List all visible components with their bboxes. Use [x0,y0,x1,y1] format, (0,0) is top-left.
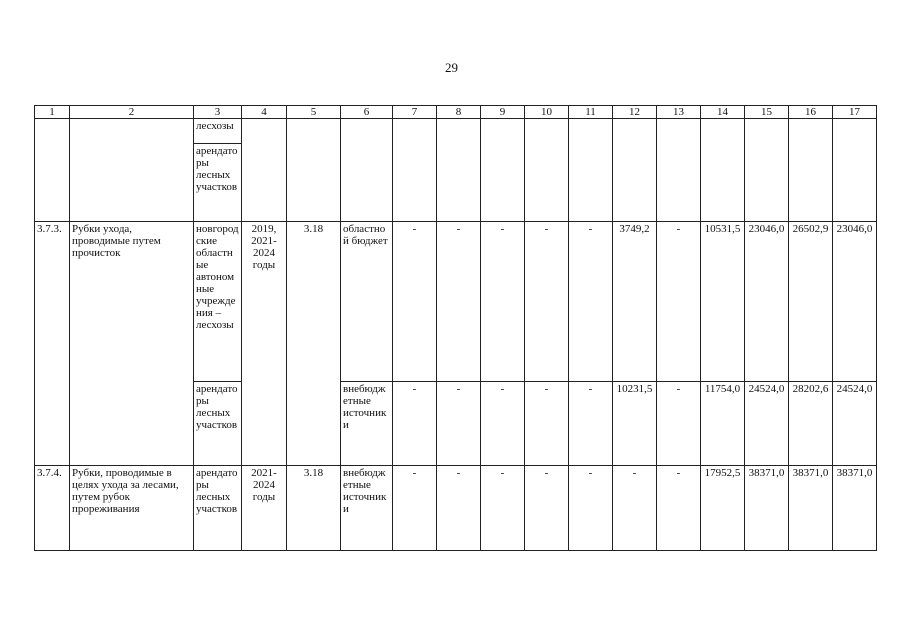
value-cell: - [437,466,481,551]
column-header: 10 [525,106,569,119]
column-header: 3 [194,106,242,119]
value-cell: 11754,0 [701,382,745,466]
column-header: 5 [287,106,341,119]
table-row [35,119,877,144]
value-cell: - [437,382,481,466]
cell-empty [833,119,877,222]
value-cell: - [525,222,569,382]
page-number: 29 [445,60,458,75]
cell-empty [745,119,789,222]
column-number-row [35,106,877,119]
value-cell: - [613,466,657,551]
value-cell: 24524,0 [745,382,789,466]
column-header: 17 [833,106,877,119]
item-name: Рубки, проводимые в целях ухода за лесами, путем рубок прореживания [70,466,194,551]
value-cell: - [657,466,701,551]
executor-cell: арендаторы лесных участков [194,466,242,551]
value-cell: - [481,382,525,466]
cell-empty [481,119,525,222]
column-header: 7 [393,106,437,119]
cell-empty [789,119,833,222]
item-name: Рубки ухода, проводимые путем прочисток [70,222,194,466]
executor-cell: арендаторы лесных участков [194,144,242,222]
executor-cell: лесхозы [194,119,242,144]
cell-empty [613,119,657,222]
column-header: 14 [701,106,745,119]
value-cell: 23046,0 [745,222,789,382]
column-header: 13 [657,106,701,119]
cell-empty [393,119,437,222]
item-number: 3.7.3. [35,222,70,466]
cell-empty [701,119,745,222]
value-cell: 26502,9 [789,222,833,382]
cell-empty [70,119,194,222]
cell-empty [341,119,393,222]
value-cell: - [393,222,437,382]
value-cell: 3749,2 [613,222,657,382]
value-cell: 28202,6 [789,382,833,466]
cell-empty [525,119,569,222]
value-cell: - [657,382,701,466]
value-cell: - [481,222,525,382]
value-cell: - [569,382,613,466]
source-cell: внебюджетные источники [341,466,393,551]
column-header: 6 [341,106,393,119]
years-cell: 2021-2024 годы [242,466,287,551]
value-cell: 23046,0 [833,222,877,382]
value-cell: - [569,222,613,382]
cell-empty [569,119,613,222]
value-cell: - [569,466,613,551]
value-cell: 38371,0 [745,466,789,551]
column-header: 1 [35,106,70,119]
code-cell: 3.18 [287,222,341,466]
source-cell: областной бюджет [341,222,393,382]
years-cell: 2019, 2021-2024 годы [242,222,287,466]
value-cell: 38371,0 [833,466,877,551]
column-header: 16 [789,106,833,119]
column-header: 15 [745,106,789,119]
column-header: 11 [569,106,613,119]
value-cell: 38371,0 [789,466,833,551]
value-cell: 24524,0 [833,382,877,466]
executor-cell: арендаторы лесных участков [194,382,242,466]
cell-empty [437,119,481,222]
column-header: 4 [242,106,287,119]
value-cell: - [525,382,569,466]
source-cell: внебюджетные источники [341,382,393,466]
item-number: 3.7.4. [35,466,70,551]
cell-empty [287,119,341,222]
value-cell: - [437,222,481,382]
column-header: 8 [437,106,481,119]
cell-empty [657,119,701,222]
value-cell: 17952,5 [701,466,745,551]
cell-empty [35,119,70,222]
value-cell: - [525,466,569,551]
value-cell: - [393,382,437,466]
table-row-3-7-3 [35,222,877,382]
executor-cell: новгородские областные автономные учреждения – лесхозы [194,222,242,382]
value-cell: - [481,466,525,551]
column-header: 12 [613,106,657,119]
value-cell: - [393,466,437,551]
value-cell: 10531,5 [701,222,745,382]
column-header: 2 [70,106,194,119]
column-header: 9 [481,106,525,119]
cell-empty [242,119,287,222]
value-cell: - [657,222,701,382]
value-cell: 10231,5 [613,382,657,466]
table-row-3-7-4 [35,466,877,551]
program-table [34,105,877,551]
code-cell: 3.18 [287,466,341,551]
